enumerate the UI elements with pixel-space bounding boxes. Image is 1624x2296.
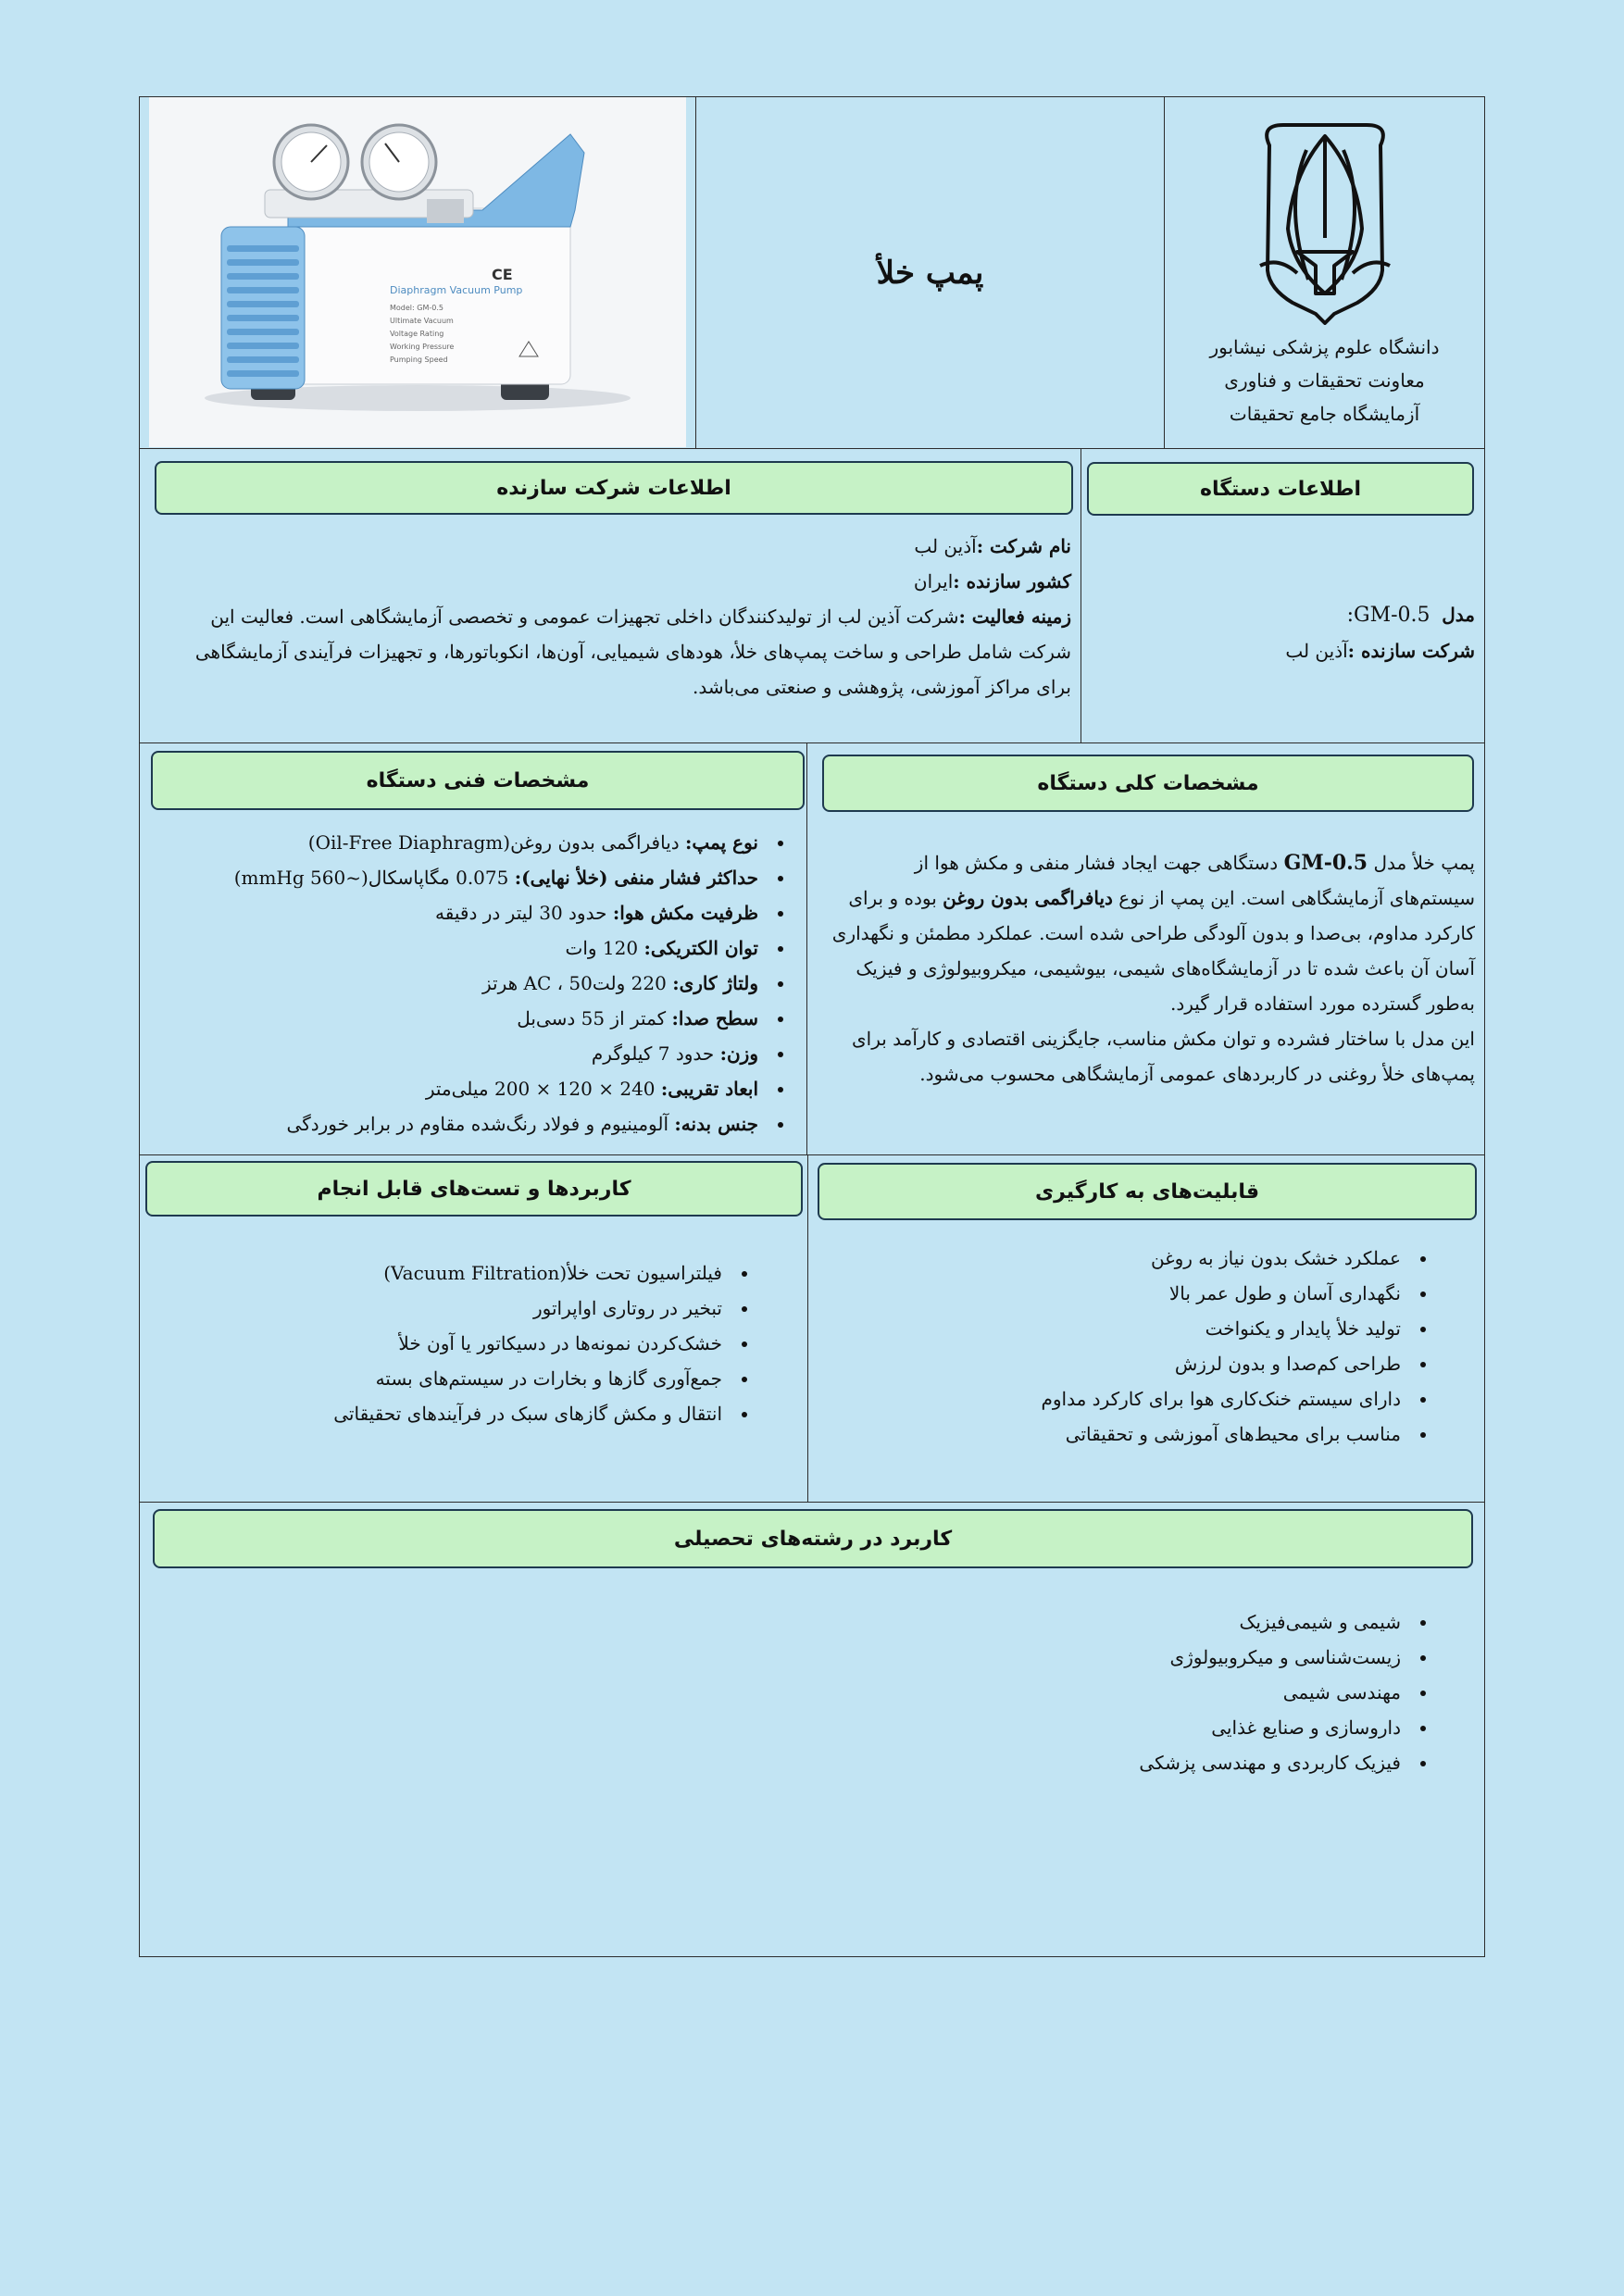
header-row: [140, 97, 1484, 449]
manufacturer-heading: اطلاعات شرکت سازنده: [155, 461, 1073, 515]
datasheet: [139, 96, 1485, 1957]
capabilities-heading: قابلیت‌های به کارگیری: [818, 1163, 1477, 1220]
list-item: • مناسب برای محیط‌های آموزشی و تحقیقاتی: [816, 1416, 1408, 1452]
svg-text:Model: GM-0.5: Model: GM-0.5: [390, 304, 443, 312]
university-cell: [1164, 97, 1484, 448]
technical-list: [118, 825, 795, 1142]
list-item: • ابعاد تقریبی: 240 × 120 × 200 میلی‌متر: [118, 1071, 766, 1106]
technical-heading: مشخصات فنی دستگاه: [151, 751, 805, 810]
specs-row: [140, 743, 1484, 1155]
list-item: • جمع‌آوری گازها و بخارات در سیستم‌های بسته: [137, 1361, 730, 1396]
device-info-section: [1081, 449, 1484, 742]
capabilities-section: [807, 1155, 1484, 1502]
field-line: [155, 599, 1071, 705]
page-title: پمپ خلأ: [876, 254, 984, 292]
list-item: • شیمی و شیمی‌فیزیک: [760, 1604, 1408, 1640]
list-item: • ظرفیت مکش هوا: حدود 30 لیتر در دقیقه: [118, 895, 766, 930]
manufacturer-section: [140, 449, 1081, 742]
list-item: • ولتاژ کاری: 220 ولتAC ، 50 هرتز: [118, 966, 766, 1001]
list-item: • تولید خلأ پایدار و یکنواخت: [816, 1311, 1408, 1346]
device-info-details: [1086, 597, 1475, 668]
list-item: • فیزیک کاربردی و مهندسی پزشکی: [760, 1745, 1408, 1780]
list-item: • عملکرد خشک بدون نیاز به روغن: [816, 1241, 1408, 1276]
university-logo: [1242, 118, 1408, 325]
svg-text:Ultimate Vacuum: Ultimate Vacuum: [390, 317, 454, 325]
general-paragraph-1: پمپ خلأ مدل GM-0.5 دستگاهی جهت ایجاد فشار منفی و مکش هوا از سیستم‌های آزمایشگاهی است. این پمپ از نوع دیافراگمی بدون روغن بوده و برای کارکرد مداوم، بی‌صدا و بدون آلودگی طراحی شده است. عملکرد مطمئن و نگهداری آسان آن باعث شده تا در آزمایشگاه‌های شیمی، بیوشیمی، میکروبیولوژی و فیزیک به‌طور گسترده مورد استفاده قرار گیرد.: [831, 851, 1475, 1015]
general-section: [806, 743, 1484, 1154]
svg-text:Pumping Speed: Pumping Speed: [390, 356, 448, 364]
list-item: • جنس بدنه: آلومینیوم و فولاد رنگ‌شده مقاوم در برابر خوردگی: [118, 1106, 766, 1142]
product-photo: [149, 97, 686, 447]
list-item: • داروسازی و صنایع غذایی: [760, 1710, 1408, 1745]
general-heading: مشخصات کلی دستگاه: [822, 755, 1474, 812]
list-item: • وزن: حدود 7 کیلوگرم: [118, 1036, 766, 1071]
applications-list: [137, 1255, 759, 1431]
technical-section: [140, 743, 806, 1154]
title-cell: [695, 97, 1164, 448]
model-line: [1086, 597, 1475, 633]
fields-list: [760, 1604, 1438, 1780]
vacuum-pump-image: [149, 97, 686, 447]
list-item: • خشک‌کردن نمونه‌ها در دسیکاتور یا آون خلأ: [137, 1326, 730, 1361]
manufacturer-details: [155, 529, 1071, 705]
country-line: [155, 564, 1071, 599]
university-name: دانشگاه علوم پزشکی نیشابور: [1209, 336, 1440, 358]
applications-section: [140, 1155, 807, 1502]
country-value: ایران: [913, 570, 954, 593]
list-item: • زیست‌شناسی و میکروبیولوژی: [760, 1640, 1408, 1675]
company-name-line: [155, 529, 1071, 564]
model-value: GM-0.5:: [1346, 604, 1430, 627]
list-item: • توان الکتریکی: 120 وات: [118, 930, 766, 966]
model-label: مدل: [1442, 604, 1475, 626]
svg-text:Working Pressure: Working Pressure: [390, 343, 455, 351]
list-item: • حداکثر فشار منفی (خلأ نهایی): 0.075 مگاپاسکال(~560 mmHg): [118, 860, 766, 895]
list-item: • سطح صدا: کمتر از 55 دسی‌بل: [118, 1001, 766, 1036]
usage-row: [140, 1155, 1484, 1503]
fields-heading: کاربرد در رشته‌های تحصیلی: [153, 1509, 1473, 1568]
list-item: • تبخیر در روتاری اواپراتور: [137, 1291, 730, 1326]
general-paragraph-2: این مدل با ساختار فشرده و توان مکش مناسب، جایگزینی اقتصادی و کارآمد برای پمپ‌های خلأ روغنی در کاربردهای عمومی آزمایشگاهی محسوب می‌شود.: [851, 1028, 1475, 1085]
list-item: • دارای سیستم خنک‌کاری هوا برای کارکرد مداوم: [816, 1381, 1408, 1416]
maker-label: شرکت سازنده :: [1347, 640, 1475, 662]
list-item: • طراحی کم‌صدا و بدون لرزش: [816, 1346, 1408, 1381]
maker-value: آذین لب: [1285, 640, 1348, 662]
list-item: • مهندسی شیمی: [760, 1675, 1408, 1710]
company-label: نام شرکت :: [976, 535, 1071, 557]
university-deputy: معاونت تحقیقات و فناوری: [1224, 369, 1425, 392]
field-label: زمینه فعالیت :: [958, 605, 1071, 628]
list-item: • انتقال و مکش گازهای سبک در فرآیندهای تحقیقاتی: [137, 1396, 730, 1431]
device-info-heading: اطلاعات دستگاه: [1087, 462, 1474, 516]
maker-line: [1086, 633, 1475, 668]
general-description: [827, 845, 1475, 1092]
svg-text:Diaphragm Vacuum Pump: Diaphragm Vacuum Pump: [390, 284, 523, 296]
country-label: کشور سازنده :: [953, 570, 1071, 593]
capabilities-list: [816, 1241, 1438, 1452]
university-lab: آزمایشگاه جامع تحقیقات: [1229, 403, 1420, 425]
field-value: شرکت آذین لب از تولیدکنندگان داخلی تجهیزات عمومی و تخصصی آزمایشگاهی است. فعالیت این شرکت شامل طراحی و ساخت پمپ‌های خلأ، هودهای شیمیایی، آون‌ها، انکوباتورها، و تجهیزات فرآیندی آزمایشگاهی برای مراکز آموزشی، پژوهشی و صنعتی می‌باشد.: [194, 605, 1071, 698]
fields-row: [140, 1503, 1484, 1956]
info-row: [140, 449, 1484, 743]
company-value: آذین لب: [914, 535, 977, 557]
svg-text:Voltage Rating: Voltage Rating: [390, 330, 444, 338]
applications-heading: کاربردها و تست‌های قابل انجام: [145, 1161, 803, 1217]
list-item: • نگهداری آسان و طول عمر بالا: [816, 1276, 1408, 1311]
list-item: • نوع پمپ: دیافراگمی بدون روغن(Oil-Free Diaphragm): [118, 825, 766, 860]
svg-text:CE: CE: [492, 266, 513, 283]
list-item: • فیلتراسیون تحت خلأ(Vacuum Filtration): [137, 1255, 730, 1291]
